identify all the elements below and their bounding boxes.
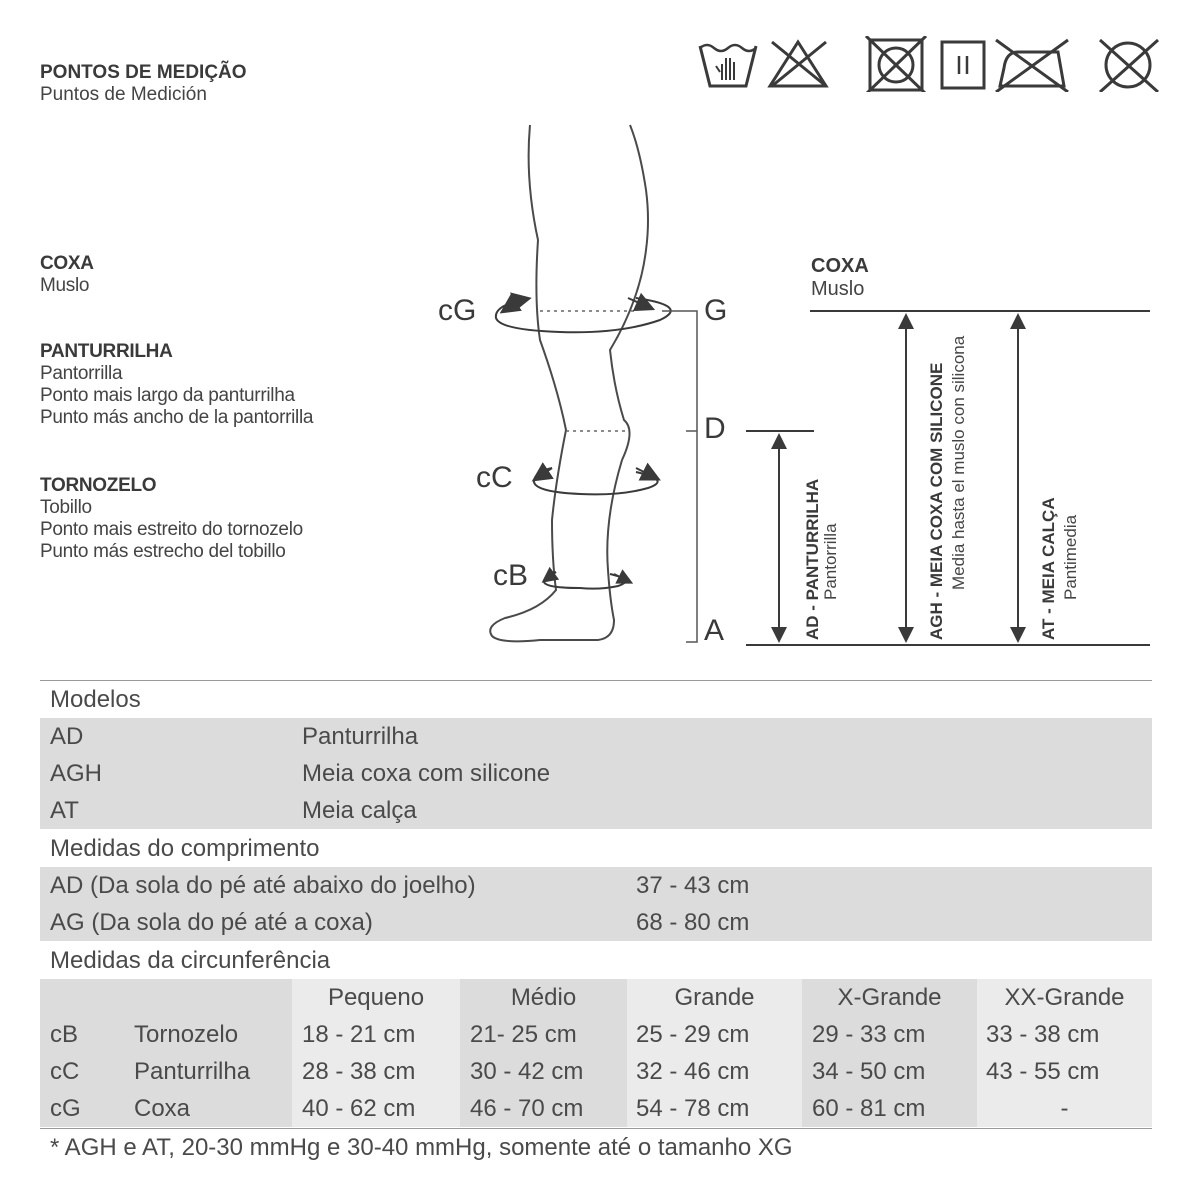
circ-value: 33 - 38 cm: [986, 1021, 1100, 1048]
size-medio: Médio: [510, 984, 577, 1011]
ad-sublabel: Pantorrilla: [821, 523, 840, 600]
ad-label: AD - PANTURRILHA: [803, 478, 822, 640]
table-row: [40, 755, 1152, 792]
point-panturrilha-title: PANTURRILHA: [40, 341, 173, 362]
point-tornozelo: [40, 475, 303, 563]
point-panturrilha-line: Ponto mais largo da panturrilha: [40, 385, 295, 406]
size-header-row: [40, 979, 1152, 1016]
measure-bracket: [662, 311, 697, 642]
model-code: AT: [50, 797, 79, 824]
label-d: D: [704, 412, 726, 445]
model-name: Meia coxa com silicone: [302, 760, 551, 787]
circ-value: -: [1060, 1095, 1069, 1122]
circ-value: 34 - 50 cm: [812, 1058, 926, 1085]
size-pequeno: Pequeno: [327, 984, 425, 1011]
point-tornozelo-line: Tobillo: [40, 497, 92, 518]
cc-circle: [534, 468, 658, 494]
point-tornozelo-title: TORNOZELO: [40, 475, 157, 496]
page-subtitle: Puntos de Medición: [40, 84, 207, 105]
circ-name: Coxa: [134, 1095, 191, 1122]
point-coxa-title: COXA: [40, 253, 94, 274]
at-sublabel: Pantimedia: [1061, 514, 1080, 600]
circ-value: 40 - 62 cm: [302, 1095, 416, 1122]
circ-value: 25 - 29 cm: [636, 1021, 750, 1048]
circ-name: Panturrilha: [134, 1058, 251, 1085]
no-tumble-dry-icon: [866, 36, 926, 92]
point-coxa: [40, 253, 94, 297]
circ-value: 54 - 78 cm: [636, 1095, 750, 1122]
circ-header-label: Medidas da circunferência: [50, 947, 331, 974]
cb-arrow-right: [614, 574, 626, 580]
table-row: [40, 718, 1152, 755]
no-iron-icon: [996, 40, 1068, 92]
right-coxa-title: COXA: [811, 255, 869, 277]
model-name: Panturrilha: [302, 723, 419, 750]
page-header: [40, 62, 247, 106]
size-grande: Grande: [674, 984, 755, 1011]
point-panturrilha: [40, 341, 313, 429]
table-row: [40, 1016, 1152, 1053]
cb-circle: [544, 572, 625, 589]
no-bleach-icon: [770, 42, 826, 86]
label-cg: cG: [438, 294, 477, 327]
point-tornozelo-line: Ponto mais estreito do tornozelo: [40, 519, 303, 540]
label-cb: cB: [493, 559, 529, 592]
table-row: [40, 904, 1152, 941]
circ-value: 18 - 21 cm: [302, 1021, 416, 1048]
label-g: G: [704, 294, 728, 327]
circ-value: 30 - 42 cm: [470, 1058, 584, 1085]
agh-sublabel: Media hasta el muslo con silicona: [949, 335, 968, 590]
no-dry-clean-icon: [1100, 40, 1158, 92]
circ-value: 46 - 70 cm: [470, 1095, 584, 1122]
size-x-grande: X-Grande: [837, 984, 942, 1011]
circ-code: cG: [50, 1095, 81, 1122]
circ-value: 21- 25 cm: [470, 1021, 577, 1048]
length-label: AD (Da sola do pé até abaixo do joelho): [50, 872, 476, 899]
comprimento-header: [40, 830, 1152, 867]
modelos-header: [40, 681, 1152, 718]
agh-label: AGH - MEIA COXA COM SILICONE: [927, 362, 946, 640]
point-panturrilha-line: Pantorrilla: [40, 363, 123, 384]
right-coxa-sub: Muslo: [811, 278, 865, 300]
circ-value: 60 - 81 cm: [812, 1095, 926, 1122]
length-label: AG (Da sola do pé até a coxa): [50, 909, 373, 936]
circ-value: 32 - 46 cm: [636, 1058, 750, 1085]
footnote-text: * AGH e AT, 20-30 mmHg e 30-40 mmHg, somente até o tamanho XG: [50, 1134, 793, 1161]
circ-value: 28 - 38 cm: [302, 1058, 416, 1085]
footnote: [40, 1129, 1152, 1166]
point-coxa-line: Muslo: [40, 275, 90, 296]
label-a: A: [704, 614, 725, 647]
table-row: [40, 1053, 1152, 1090]
circ-code: cC: [50, 1058, 80, 1085]
cg-circle-arrow: [496, 298, 671, 332]
label-cc: cC: [476, 461, 513, 494]
table-row: [40, 1090, 1152, 1127]
circ-header: [40, 942, 1152, 979]
length-value: 68 - 80 cm: [636, 909, 750, 936]
model-code: AD: [50, 723, 84, 750]
length-value: 37 - 43 cm: [636, 872, 750, 899]
circ-value: 29 - 33 cm: [812, 1021, 926, 1048]
size-xx-grande: XX-Grande: [1004, 984, 1125, 1011]
care-icons: [696, 36, 1162, 92]
circ-value: 43 - 55 cm: [986, 1058, 1100, 1085]
hand-wash-icon: [700, 45, 756, 86]
drip-dry-icon: [942, 42, 984, 88]
table-row: [40, 792, 1152, 829]
at-label: AT - MEIA CALÇA: [1039, 497, 1058, 640]
modelos-header-label: Modelos: [50, 686, 141, 713]
circ-code: cB: [50, 1021, 79, 1048]
model-code: AGH: [50, 760, 103, 787]
point-panturrilha-line: Punto más ancho de la pantorrilla: [40, 407, 314, 428]
point-tornozelo-line: Punto más estrecho del tobillo: [40, 541, 286, 562]
leg-diagram: [420, 110, 1180, 670]
model-name: Meia calça: [302, 797, 417, 824]
page-title: PONTOS DE MEDIÇÃO: [40, 62, 247, 83]
table-row: [40, 867, 1152, 904]
circ-name: Tornozelo: [134, 1021, 239, 1048]
comprimento-header-label: Medidas do comprimento: [50, 835, 320, 862]
